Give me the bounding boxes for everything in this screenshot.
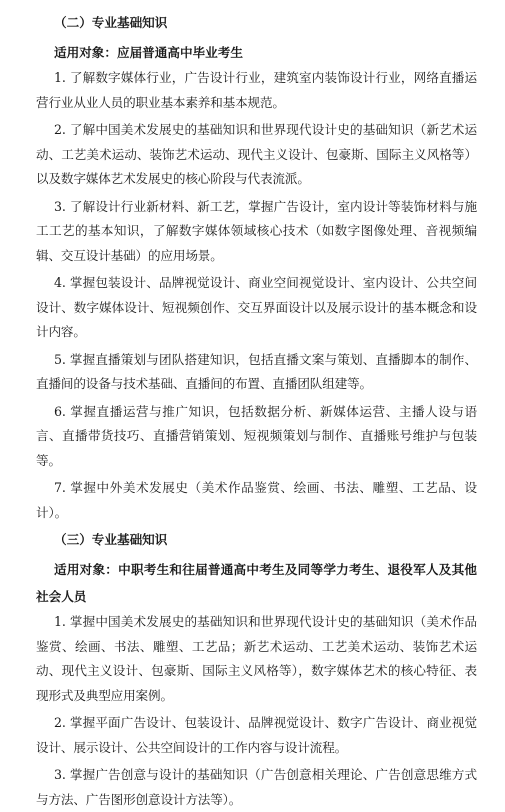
section-2-item-7: 7. 掌握中外美术发展史（美术作品鉴赏、绘画、书法、雕塑、工艺品、设计）。 [36,480,477,520]
section-3-title: （三）专业基础知识 [54,532,168,547]
section-3-item-1: 1. 掌握中国美术发展史的基础知识和世界现代设计史的基础知识（美术作品鉴赏、绘画、书法、雕塑、工艺品；新艺术运动、工艺美术运动、装饰艺术运动、现代主义设计、包豪斯、国际主义风格等），数字媒体艺术的核心特征、表现形式及典型应用案例。 [36,614,477,703]
section-2-item-2: 2. 了解中国美术发展史的基础知识和世界现代设计史的基础知识（新艺术运动、工艺美术运动、装饰艺术运动、现代主义设计、包豪斯、国际主义风格等）以及数字媒体艺术发展史的核心阶段与代表流派。 [36,122,477,186]
section-2-item-5: 5. 掌握直播策划与团队搭建知识，包括直播文案与策划、直播脚本的制作、直播间的设备与技术基础、直播间的布置、直播团队组建等。 [36,351,477,391]
section-3-item-3: 3. 掌握广告创意与设计的基础知识（广告创意相关理论、广告创意思维方式与方法、广告图形创意设计方法等）。 [36,767,477,807]
section-2-item-6: 6. 掌握直播运营与推广知识，包括数据分析、新媒体运营、主播人设与语言、直播带货技巧、直播营销策划、短视频策划与制作、直播账号维护与包装等。 [36,403,477,468]
section-2-item-1: 1. 了解数字媒体行业，广告设计行业，建筑室内装饰设计行业，网络直播运营行业从业人员的职业基本素养和基本规范。 [36,70,477,110]
section-3-item-2: 2. 掌握平面广告设计、包装设计、品牌视觉设计、数字广告设计、商业视觉设计、展示设计、公共空间设计的工作内容与设计流程。 [36,715,477,755]
section-2-item-4: 4. 掌握包装设计、品牌视觉设计、商业空间视觉设计、室内设计、公共空间设计、数字媒体设计、短视频创作、交互界面设计以及展示设计的基本概念和设计内容。 [36,275,477,339]
section-2-item-3: 3. 了解设计行业新材料、新工艺，掌握广告设计，室内设计等装饰材料与施工工艺的基本知识，了解数字媒体领域核心技术（如数字图像处理、音视频编辑、交互设计基础）的应用场景。 [36,198,477,263]
section-2-title: （二）专业基础知识 [54,15,168,30]
section-2-audience: 适用对象：应届普通高中毕业考生 [54,45,243,60]
section-3-audience: 适用对象：中职考生和往届普通高中考生及同等学力考生、退役军人及其他社会人员 [36,562,477,604]
